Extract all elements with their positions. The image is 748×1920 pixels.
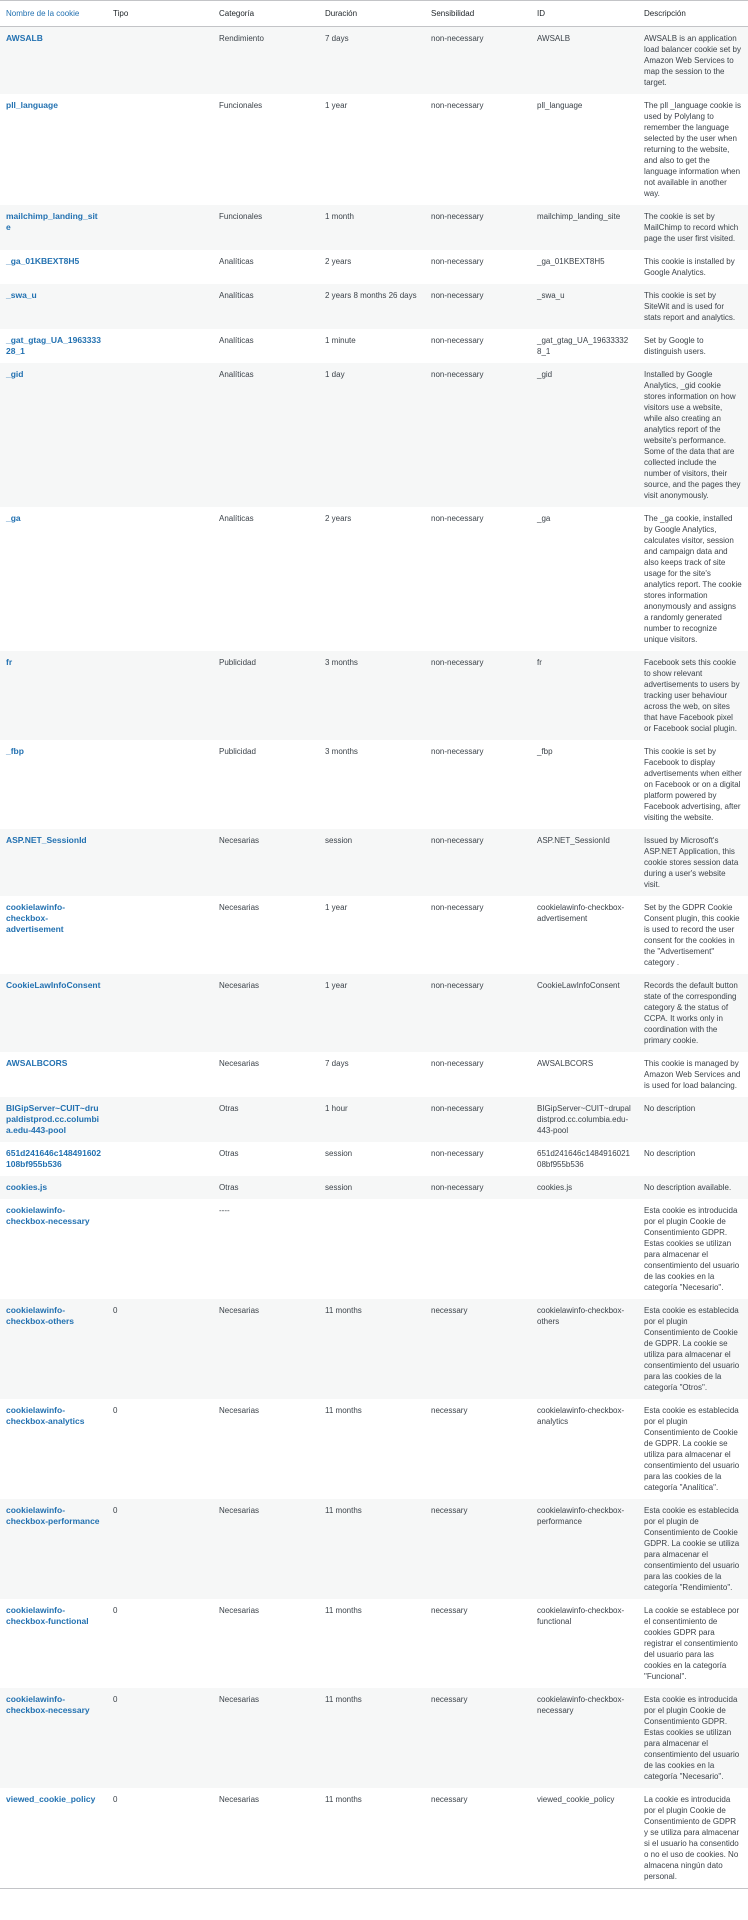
cell-description: No description (638, 1142, 748, 1176)
cell-type (107, 740, 213, 829)
cell-category: Rendimiento (213, 27, 319, 95)
column-header-description: Descripción (638, 1, 748, 27)
cell-id: _swa_u (531, 284, 638, 329)
cell-duration: 3 months (319, 740, 425, 829)
cell-category: Necesarias (213, 1399, 319, 1499)
cell-type (107, 507, 213, 651)
cell-category: Necesarias (213, 1299, 319, 1399)
table-row (0, 250, 748, 284)
cell-sensitivity: non-necessary (425, 329, 531, 363)
cell-type: 0 (107, 1788, 213, 1889)
cell-name[interactable]: _swa_u (0, 284, 107, 329)
table-row (0, 1499, 748, 1599)
table-row (0, 896, 748, 974)
cell-name[interactable]: AWSALB (0, 27, 107, 95)
cell-category: Necesarias (213, 1688, 319, 1788)
cell-name[interactable]: cookielawinfo-checkbox-performance (0, 1499, 107, 1599)
cell-category: Necesarias (213, 896, 319, 974)
cell-description: Facebook sets this cookie to show relevant advertisements to users by tracking user behaviour across the web, on sites that have Facebook pixel or Facebook social plugin. (638, 651, 748, 740)
cell-description: Records the default button state of the corresponding category & the status of CCPA. It works only in coordination with the primary cookie. (638, 974, 748, 1052)
table-row (0, 94, 748, 205)
cell-sensitivity: non-necessary (425, 1052, 531, 1097)
cell-description: No description (638, 1097, 748, 1142)
cell-type (107, 974, 213, 1052)
cell-id: cookielawinfo-checkbox-functional (531, 1599, 638, 1688)
cell-duration: 11 months (319, 1299, 425, 1399)
cell-sensitivity: non-necessary (425, 740, 531, 829)
table-row (0, 1097, 748, 1142)
cell-description: La cookie es introducida por el plugin Cookie de Consentimiento de GDPR y se utiliza para almacenar si el usuario ha consentido o no el uso de cookies. No almacena ningún dato personal. (638, 1788, 748, 1889)
cell-name[interactable]: ASP.NET_SessionId (0, 829, 107, 896)
cell-type: 0 (107, 1399, 213, 1499)
cell-duration: 11 months (319, 1688, 425, 1788)
cell-category: Analíticas (213, 284, 319, 329)
cell-type: 0 (107, 1599, 213, 1688)
cell-type (107, 896, 213, 974)
cell-sensitivity: necessary (425, 1599, 531, 1688)
cell-sensitivity: non-necessary (425, 1142, 531, 1176)
cell-description: Esta cookie es establecida por el plugin Consentimiento de Cookie de GDPR. La cookie se utiliza para almacenar el consentimiento del usuario para las cookies de la categoría "Analítica". (638, 1399, 748, 1499)
cell-id: cookielawinfo-checkbox-others (531, 1299, 638, 1399)
cell-sensitivity: non-necessary (425, 651, 531, 740)
cell-description: This cookie is managed by Amazon Web Services and is used for load balancing. (638, 1052, 748, 1097)
cell-category: Analíticas (213, 507, 319, 651)
table-row (0, 363, 748, 507)
table-row (0, 974, 748, 1052)
cell-name[interactable]: viewed_cookie_policy (0, 1788, 107, 1889)
cell-sensitivity: non-necessary (425, 363, 531, 507)
cell-type (107, 284, 213, 329)
cell-id: _ga (531, 507, 638, 651)
cell-sensitivity: non-necessary (425, 205, 531, 250)
cell-name[interactable]: _ga (0, 507, 107, 651)
column-header-category: Categoría (213, 1, 319, 27)
cell-description: La cookie se establece por el consentimiento de cookies GDPR para registrar el consentimiento del usuario para las cookies en la categoría "Funcional". (638, 1599, 748, 1688)
cell-name[interactable]: cookielawinfo-checkbox-functional (0, 1599, 107, 1688)
cell-type (107, 1097, 213, 1142)
cell-duration: session (319, 829, 425, 896)
cell-name[interactable]: _ga_01KBEXT8H5 (0, 250, 107, 284)
cell-type: 0 (107, 1299, 213, 1399)
cell-sensitivity (425, 1199, 531, 1299)
cell-id: cookielawinfo-checkbox-performance (531, 1499, 638, 1599)
cell-type: 0 (107, 1688, 213, 1788)
cell-id: _gid (531, 363, 638, 507)
cell-name[interactable]: fr (0, 651, 107, 740)
cell-sensitivity: non-necessary (425, 284, 531, 329)
cell-duration: session (319, 1142, 425, 1176)
table-row (0, 205, 748, 250)
cell-id: cookielawinfo-checkbox-necessary (531, 1688, 638, 1788)
cell-description: Installed by Google Analytics, _gid cookie stores information on how visitors use a website, while also creating an analytics report of the website's performance. Some of the data that are collected include the number of visitors, their source, and the pages they visit anonymously. (638, 363, 748, 507)
column-header-name[interactable]: Nombre de la cookie (0, 1, 107, 27)
cell-duration: 7 days (319, 27, 425, 95)
cell-category: Analíticas (213, 363, 319, 507)
header-row (0, 1, 748, 27)
cell-name[interactable]: cookielawinfo-checkbox-analytics (0, 1399, 107, 1499)
cell-duration: 1 year (319, 896, 425, 974)
cell-description: Esta cookie es establecida por el plugin de Consentimiento de Cookie GDPR. La cookie se utiliza para almacenar el consentimiento del usuario para las cookies de la categoría "Rendimiento". (638, 1499, 748, 1599)
cell-category: Necesarias (213, 974, 319, 1052)
cell-duration: 1 day (319, 363, 425, 507)
cell-sensitivity: necessary (425, 1299, 531, 1399)
table-row (0, 27, 748, 95)
cell-duration: 1 hour (319, 1097, 425, 1142)
cell-name[interactable]: BIGipServer~CUIT~drupaldistprod.cc.columbia.edu-443-pool (0, 1097, 107, 1142)
cell-name[interactable]: cookielawinfo-checkbox-necessary (0, 1688, 107, 1788)
cell-type (107, 1199, 213, 1299)
cell-type (107, 1052, 213, 1097)
cell-name[interactable]: AWSALBCORS (0, 1052, 107, 1097)
cell-duration: session (319, 1176, 425, 1199)
cell-name[interactable]: cookielawinfo-checkbox-others (0, 1299, 107, 1399)
cell-description: This cookie is installed by Google Analytics. (638, 250, 748, 284)
cell-category: Otras (213, 1142, 319, 1176)
cell-sensitivity: necessary (425, 1788, 531, 1889)
cell-category: Necesarias (213, 1499, 319, 1599)
cell-duration: 2 years (319, 507, 425, 651)
cell-duration: 2 years (319, 250, 425, 284)
table-row (0, 1299, 748, 1399)
cell-id: mailchimp_landing_site (531, 205, 638, 250)
cell-sensitivity: necessary (425, 1499, 531, 1599)
cell-description: No description available. (638, 1176, 748, 1199)
table-row (0, 1142, 748, 1176)
cell-category: Publicidad (213, 651, 319, 740)
table-row (0, 651, 748, 740)
cell-duration (319, 1199, 425, 1299)
cell-id: viewed_cookie_policy (531, 1788, 638, 1889)
cell-id: ASP.NET_SessionId (531, 829, 638, 896)
table-row (0, 1788, 748, 1889)
cell-duration: 2 years 8 months 26 days (319, 284, 425, 329)
cell-duration: 7 days (319, 1052, 425, 1097)
cell-type (107, 27, 213, 95)
cell-sensitivity: non-necessary (425, 94, 531, 205)
cell-id: cookielawinfo-checkbox-analytics (531, 1399, 638, 1499)
table-body (0, 27, 748, 1889)
table-header (0, 1, 748, 27)
cell-category: Analíticas (213, 329, 319, 363)
cell-duration: 1 minute (319, 329, 425, 363)
cell-category: Analíticas (213, 250, 319, 284)
cell-type: 0 (107, 1499, 213, 1599)
cell-description: The _ga cookie, installed by Google Analytics, calculates visitor, session and campaign data and also keeps track of site usage for the site's analytics report. The cookie stores information anonymously and assigns a randomly generated number to recognize unique visitors. (638, 507, 748, 651)
cell-duration: 11 months (319, 1599, 425, 1688)
column-header-type: Tipo (107, 1, 213, 27)
cell-category: Funcionales (213, 205, 319, 250)
cell-category: Publicidad (213, 740, 319, 829)
cell-id: 651d241646c148491602108bf955b536 (531, 1142, 638, 1176)
cell-type (107, 651, 213, 740)
cell-description: Esta cookie es introducida por el plugin Cookie de Consentimiento GDPR. Estas cookies se utilizan para almacenar el consentimiento del usuario de las cookies en la categoría "Necesario". (638, 1199, 748, 1299)
cell-name[interactable]: cookielawinfo-checkbox-advertisement (0, 896, 107, 974)
table-row (0, 329, 748, 363)
cell-id (531, 1199, 638, 1299)
cell-name[interactable]: _gid (0, 363, 107, 507)
cell-name[interactable]: CookieLawInfoConsent (0, 974, 107, 1052)
cell-type (107, 363, 213, 507)
cell-name[interactable]: cookielawinfo-checkbox-necessary (0, 1199, 107, 1299)
cell-sensitivity: necessary (425, 1399, 531, 1499)
cell-description: The cookie is set by MailChimp to record which page the user first visited. (638, 205, 748, 250)
column-header-duration: Duración (319, 1, 425, 27)
cell-description: Esta cookie es establecida por el plugin Consentimiento de Cookie de GDPR. La cookie se utiliza para almacenar el consentimiento del usuario para las cookies de la categoría "Otros". (638, 1299, 748, 1399)
cell-category: Otras (213, 1176, 319, 1199)
cell-category: Necesarias (213, 829, 319, 896)
cell-duration: 11 months (319, 1788, 425, 1889)
table-row (0, 1599, 748, 1688)
cell-duration: 3 months (319, 651, 425, 740)
cell-description: Set by the GDPR Cookie Consent plugin, this cookie is used to record the user consent for the cookies in the "Advertisement" category . (638, 896, 748, 974)
cell-id: fr (531, 651, 638, 740)
cell-category: Necesarias (213, 1788, 319, 1889)
cell-id: AWSALBCORS (531, 1052, 638, 1097)
cell-category: Funcionales (213, 94, 319, 205)
table-row (0, 507, 748, 651)
table-row (0, 829, 748, 896)
cell-duration: 1 month (319, 205, 425, 250)
cell-duration: 11 months (319, 1399, 425, 1499)
cell-sensitivity: non-necessary (425, 1097, 531, 1142)
cell-id: CookieLawInfoConsent (531, 974, 638, 1052)
cell-sensitivity: non-necessary (425, 974, 531, 1052)
cell-category: Otras (213, 1097, 319, 1142)
cell-description: AWSALB is an application load balancer cookie set by Amazon Web Services to map the session to the target. (638, 27, 748, 95)
cell-sensitivity: non-necessary (425, 27, 531, 95)
cell-name[interactable]: _fbp (0, 740, 107, 829)
cell-duration: 11 months (319, 1499, 425, 1599)
table-row (0, 1688, 748, 1788)
table-row (0, 1176, 748, 1199)
cell-name[interactable]: cookies.js (0, 1176, 107, 1199)
cell-description: Esta cookie es introducida por el plugin Cookie de Consentimiento GDPR. Estas cookies se utilizan para almacenar el consentimiento del usuario de las cookies en la categoría "Necesario". (638, 1688, 748, 1788)
cell-description: This cookie is set by Facebook to display advertisements when either on Facebook or on a digital platform powered by Facebook advertising, after visiting the website. (638, 740, 748, 829)
cell-id: pll_language (531, 94, 638, 205)
cell-category: ---- (213, 1199, 319, 1299)
cell-id: BIGipServer~CUIT~drupaldistprod.cc.columbia.edu-443-pool (531, 1097, 638, 1142)
column-header-sensitivity: Sensibilidad (425, 1, 531, 27)
table-row (0, 1199, 748, 1299)
cell-description: The pll _language cookie is used by Polylang to remember the language selected by the user when returning to the website, and also to get the language information when not available in another way. (638, 94, 748, 205)
cell-description: Set by Google to distinguish users. (638, 329, 748, 363)
table-row (0, 740, 748, 829)
cell-sensitivity: non-necessary (425, 1176, 531, 1199)
cell-sensitivity: necessary (425, 1688, 531, 1788)
cell-name[interactable]: 651d241646c148491602108bf955b536 (0, 1142, 107, 1176)
cell-type (107, 329, 213, 363)
cell-duration: 1 year (319, 974, 425, 1052)
cell-id: _gat_gtag_UA_196333328_1 (531, 329, 638, 363)
table-row (0, 1052, 748, 1097)
cell-id: cookies.js (531, 1176, 638, 1199)
cell-name[interactable]: _gat_gtag_UA_196333328_1 (0, 329, 107, 363)
cell-sensitivity: non-necessary (425, 829, 531, 896)
cell-id: _ga_01KBEXT8H5 (531, 250, 638, 284)
cell-type (107, 829, 213, 896)
column-header-id: ID (531, 1, 638, 27)
cell-type (107, 1176, 213, 1199)
cell-id: cookielawinfo-checkbox-advertisement (531, 896, 638, 974)
cell-category: Necesarias (213, 1599, 319, 1688)
table-row (0, 1399, 748, 1499)
cell-type (107, 250, 213, 284)
cell-sensitivity: non-necessary (425, 250, 531, 284)
cell-sensitivity: non-necessary (425, 507, 531, 651)
cell-name[interactable]: pll_language (0, 94, 107, 205)
table-row (0, 284, 748, 329)
cell-category: Necesarias (213, 1052, 319, 1097)
cell-id: _fbp (531, 740, 638, 829)
cell-id: AWSALB (531, 27, 638, 95)
cell-sensitivity: non-necessary (425, 896, 531, 974)
cell-name[interactable]: mailchimp_landing_site (0, 205, 107, 250)
cell-type (107, 1142, 213, 1176)
cell-type (107, 94, 213, 205)
cell-description: Issued by Microsoft's ASP.NET Application, this cookie stores session data during a user's website visit. (638, 829, 748, 896)
cell-duration: 1 year (319, 94, 425, 205)
cell-type (107, 205, 213, 250)
cell-description: This cookie is set by SiteWit and is used for stats report and analytics. (638, 284, 748, 329)
